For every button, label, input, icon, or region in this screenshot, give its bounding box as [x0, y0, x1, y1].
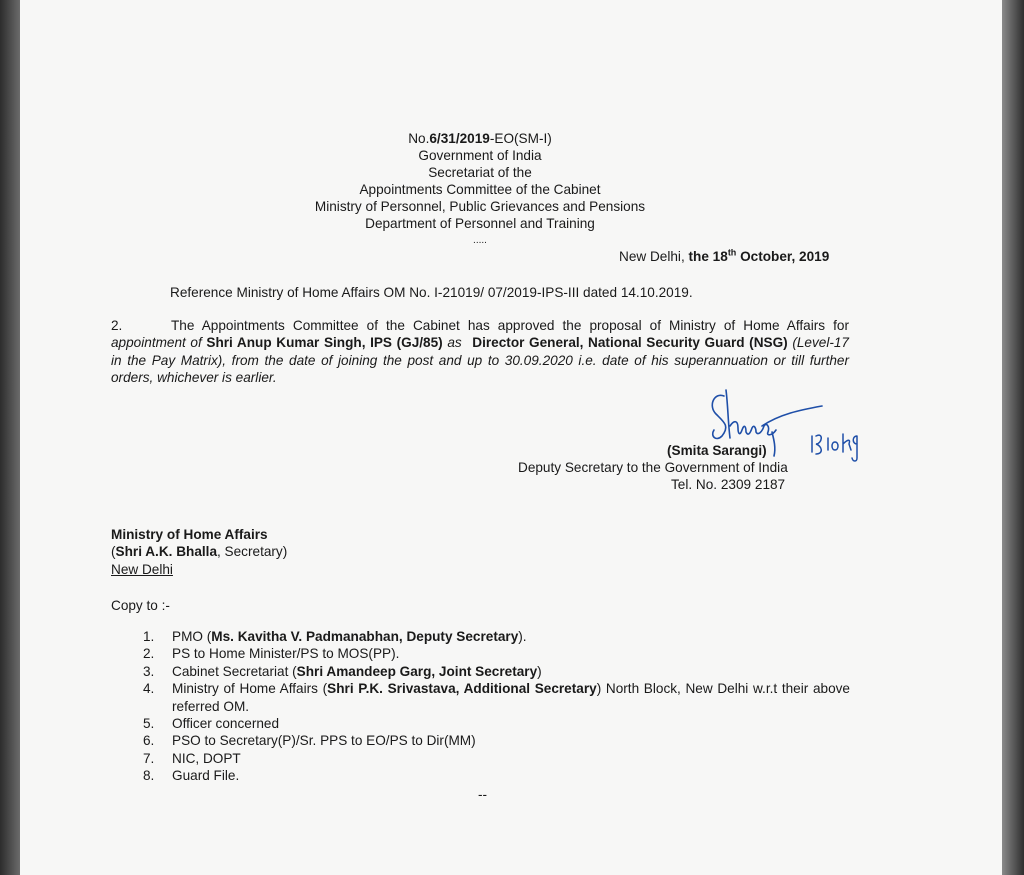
- reference-line: Reference Ministry of Home Affairs OM No. I-21019/ 07/2019-IPS-III dated 14.10.2019.: [170, 285, 693, 300]
- signatory-name: (Smita Sarangi): [667, 443, 767, 458]
- addressee-name: (Shri A.K. Bhalla, Secretary): [111, 544, 288, 559]
- header-dots: .....: [473, 235, 487, 246]
- list-item: 3. Cabinet Secretariat (Shri Amandeep Garg, Joint Secretary): [143, 663, 542, 679]
- header-line-secretariat: Secretariat of the: [428, 165, 532, 180]
- list-item: 2. PS to Home Minister/PS to MOS(PP).: [143, 646, 400, 662]
- left-page-edge: [0, 0, 20, 875]
- copy-to-heading: Copy to :-: [111, 598, 170, 613]
- list-item: 7. NIC, DOPT: [143, 750, 241, 766]
- header-line-ministry: Ministry of Personnel, Public Grievances and Pensions: [314, 199, 646, 214]
- footer-mark: --: [478, 787, 488, 802]
- header-line-department: Department of Personnel and Training: [365, 216, 595, 231]
- signatory-designation: Deputy Secretary to the Government of India: [518, 460, 788, 475]
- copy-list: [130, 628, 850, 785]
- file-number: No.6/31/2019-EO(SM-I): [408, 131, 552, 146]
- order-paragraph: 2. The Appointments Committee of the Cabinet has approved the proposal of Ministry of Home Affairs for appointment of Shri Anup Kumar Singh, IPS (GJ/85) as Director General, National Security Guard (NSG) (Level-17 in the Pay Matrix), from the date of joining the post and up to 30.09.2020 i.e. date of his superannuation or till further orders, whichever is earlier.: [111, 318, 849, 385]
- list-item: 8. Guard File.: [143, 768, 240, 784]
- signatory-telephone: Tel. No. 2309 2187: [671, 477, 786, 492]
- list-item: 5. Officer concerned: [143, 716, 280, 732]
- list-item: 1. PMO (Ms. Kavitha V. Padmanabhan, Deputy Secretary).: [143, 629, 527, 644]
- header-line-acc: Appointments Committee of the Cabinet: [359, 182, 601, 197]
- addressee-ministry: Ministry of Home Affairs: [111, 527, 268, 542]
- list-item: 6. PSO to Secretary(P)/Sr. PPS to EO/PS to Dir(MM): [143, 733, 476, 749]
- header-line-government: Government of India: [418, 148, 542, 163]
- list-item: 4. Ministry of Home Affairs (Shri P.K. Srivastava, Additional Secretary) North Block, New Delhi w.r.t their above referred OM.: [143, 681, 850, 714]
- right-page-edge: [1002, 0, 1024, 875]
- document-date: New Delhi, the 18th October, 2019: [619, 247, 830, 264]
- addressee-city: New Delhi: [111, 562, 173, 577]
